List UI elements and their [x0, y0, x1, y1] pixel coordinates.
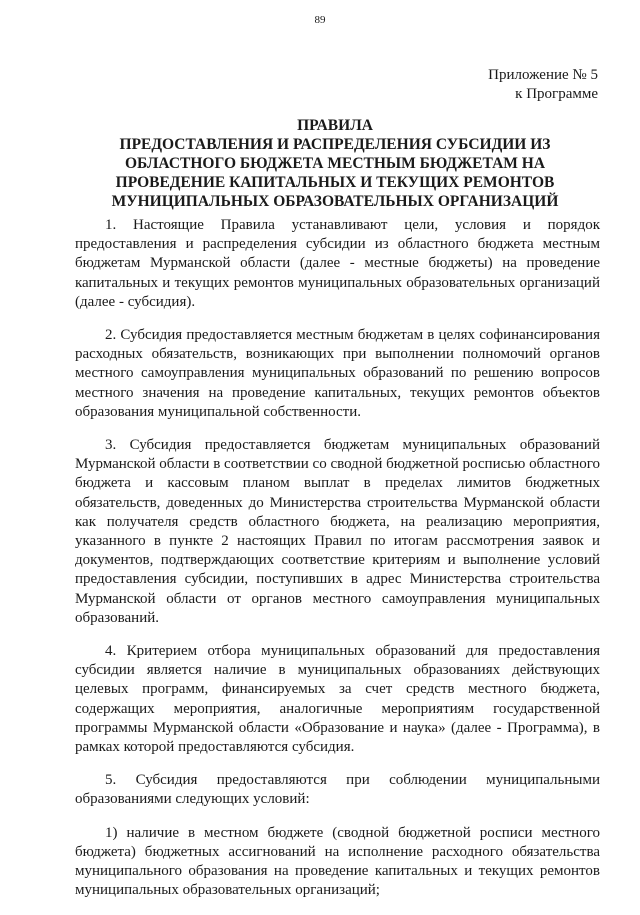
- document-body: [75, 216, 600, 915]
- title-line-4: ПРОВЕДЕНИЕ КАПИТАЛЬНЫХ И ТЕКУЩИХ РЕМОНТОВ: [115, 174, 555, 191]
- appendix-reference: [488, 66, 598, 104]
- appendix-line-1: Приложение № 5: [488, 67, 598, 83]
- title-line-3: ОБЛАСТНОГО БЮДЖЕТА МЕСТНЫМ БЮДЖЕТАМ НА: [124, 155, 546, 172]
- paragraph-2: 2. Субсидия предоставляется местным бюджетам в целях софинансирования расходных обязательств, возникающих при выполнении полномочий органов местного самоуправления муниципальных образований по решению вопросов местного значения на проведение капитальных, текущих ремонтов объектов образования муниципальной собственности.: [75, 327, 600, 420]
- page-number: 89: [314, 14, 326, 26]
- appendix-line-2: к Программе: [515, 86, 598, 102]
- document-title: [70, 116, 600, 211]
- paragraph-5-item-1: 1) наличие в местном бюджете (сводной бюджетной росписи местного бюджета) бюджетных ассигнований на исполнение расходного обязательства муниципального образования на проведение капитальных и текущих ремонтов муниципальных образовательных организаций;: [75, 824, 600, 899]
- paragraph-3: 3. Субсидия предоставляется бюджетам муниципальных образований Мурманской области в соответствии со сводной бюджетной росписью областного бюджета и кассовым планом выплат в пределах лимитов бюджетных обязательств, доведенных до Министерства строительства Мурманской области как получателя средств областного бюджета, на реализацию мероприятия, указанного в пункте 2 настоящих Правил по итогам рассмотрения заявок и документов, подтверждающих соответствие критериям и выполнение условий предоставления субсидии, поступивших в адрес Министерства строительства Мурманской области от органов местного самоуправления муниципальных образований.: [75, 437, 600, 626]
- paragraph-1: 1. Настоящие Правила устанавливают цели, условия и порядок предоставления и распределения субсидии из областного бюджета местным бюджетам Мурманской области (далее - местные бюджеты) на проведение капитальных и текущих ремонтов муниципальных образовательных организаций (далее - субсидия).: [75, 217, 600, 310]
- paragraph-4: 4. Критерием отбора муниципальных образований для предоставления субсидии является наличие в муниципальных образованиях действующих целевых программ, финансируемых за счет средств местного бюджета, содержащих мероприятия, аналогичные мероприятиям государственной программы Мурманской области «Образование и наука» (далее - Программа), в рамках которой предоставляются субсидия.: [75, 643, 600, 756]
- title-line-2: ПРЕДОСТАВЛЕНИЯ И РАСПРЕДЕЛЕНИЯ СУБСИДИИ ИЗ: [119, 136, 551, 153]
- title-line-5: МУНИЦИПАЛЬНЫХ ОБРАЗОВАТЕЛЬНЫХ ОРГАНИЗАЦИЙ: [111, 193, 559, 210]
- paragraph-5: 5. Субсидия предоставляются при соблюдении муниципальными образованиями следующих условий:: [75, 772, 600, 808]
- title-line-1: ПРАВИЛА: [297, 117, 373, 134]
